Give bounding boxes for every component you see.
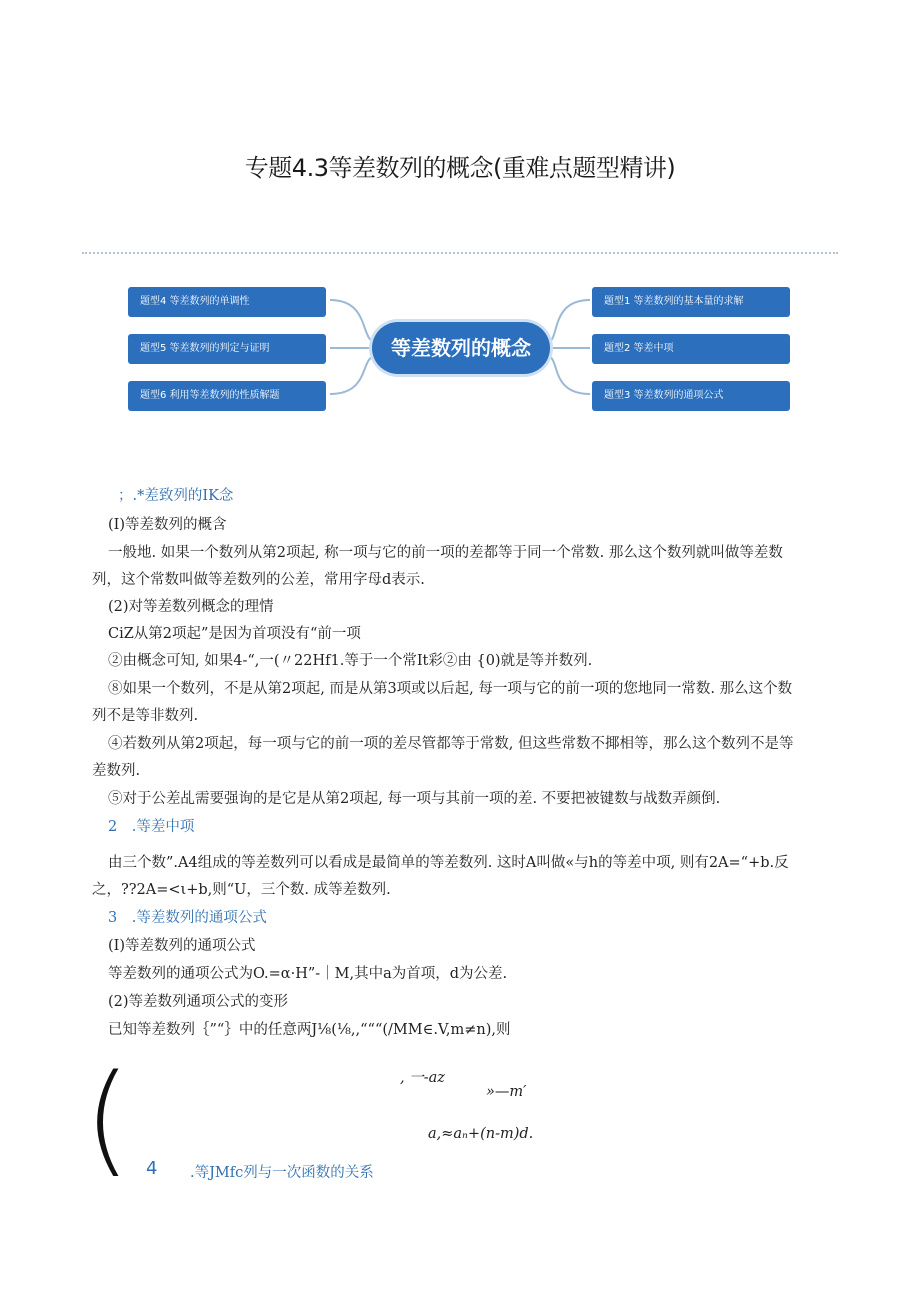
paragraph: 一般地. 如果一个数列从第2项起, 称一项与它的前一项的差都等于同一个常数. 那么这个数列就叫做等差数 [108, 545, 783, 561]
paragraph: ④若数列从第2项起，每一项与它的前一项的差尽管都等于常数, 但这些常数不揶相等，那么这个数列不是等 [108, 736, 794, 752]
mindmap-center: 等差数列的概念 [372, 322, 550, 374]
subheading-3: (I)等差数列的通项公式 [108, 938, 256, 954]
section-heading-4: .等JMfc列与一次函数的关系 [190, 1165, 374, 1181]
paragraph: ②由概念可知, 如果4-“,一(〃22Hf1.等于一个常It彩②由 {0)就是等并数列. [108, 653, 593, 669]
paragraph: 列不是等非数列. [92, 708, 199, 724]
bracket-symbol: ( [84, 1050, 131, 1189]
formula-part: , 一-az [400, 1070, 445, 1086]
section-heading-1: ；.*差致列的IK念 [118, 488, 234, 504]
mindmap [120, 270, 800, 420]
subheading-4: (2)等差数列通项公式的变形 [108, 994, 289, 1010]
paragraph: ⑧如果一个数列，不是从第2项起, 而是从第3项或以后起, 每一项与它的前一项的您地同一常数. 那么这个数 [108, 681, 793, 697]
formula-part: »—m′ [486, 1084, 527, 1100]
topic-2: 题型2 等差中项 [592, 334, 790, 364]
paragraph: 由三个数”.A4组成的等差数列可以看成是最简单的等差数列. 这时A叫做«与h的等差中项, 则有2A=“+b.反 [108, 855, 789, 871]
page-title: 专题4.3等差数列的概念(重难点题型精讲) [244, 154, 676, 182]
topic-5: 题型5 等差数列的判定与证明 [128, 334, 326, 364]
topic-6: 题型6 利用等差数列的性质解题 [128, 381, 326, 411]
divider [82, 252, 838, 254]
paragraph: 已知等差数列｛”“｝中的任意两J⅛(⅛,,“““(/MM∈.V,m≠n),则 [108, 1022, 511, 1038]
paragraph: 列，这个常数叫做等差数列的公差，常用字母d表示. [92, 572, 425, 588]
paragraph: CiZ从第2项起”是因为首项没有“前一项 [108, 626, 361, 642]
subheading-2: (2)对等差数列概念的理情 [108, 599, 274, 615]
topic-1: 题型1 等差数列的基本量的求解 [592, 287, 790, 317]
subheading-1: (I)等差数列的概含 [108, 517, 227, 533]
formula: a,≈aₙ+(n-m)d. [428, 1126, 534, 1142]
topic-4: 题型4 等差数列的单调性 [128, 287, 326, 317]
section-heading-3: 3 .等差数列的通项公式 [108, 910, 267, 926]
paragraph: 差数列. [92, 763, 141, 779]
paragraph: 之，??2A=<ι+b,则“U，三个数. 成等差数列. [92, 882, 391, 898]
section-heading-2: 2 .等差中项 [108, 819, 195, 835]
topic-3: 题型3 等差数列的通项公式 [592, 381, 790, 411]
paragraph: ⑤对于公差乩需要强询的是它是从第2项起, 每一项与其前一项的差. 不要把被键数与战数弄颜倒. [108, 791, 721, 807]
paragraph: 等差数列的通项公式为O.=α·H”-｜M,其中a为首项，d为公差. [108, 966, 508, 982]
section-number-4: 4 [146, 1158, 158, 1179]
